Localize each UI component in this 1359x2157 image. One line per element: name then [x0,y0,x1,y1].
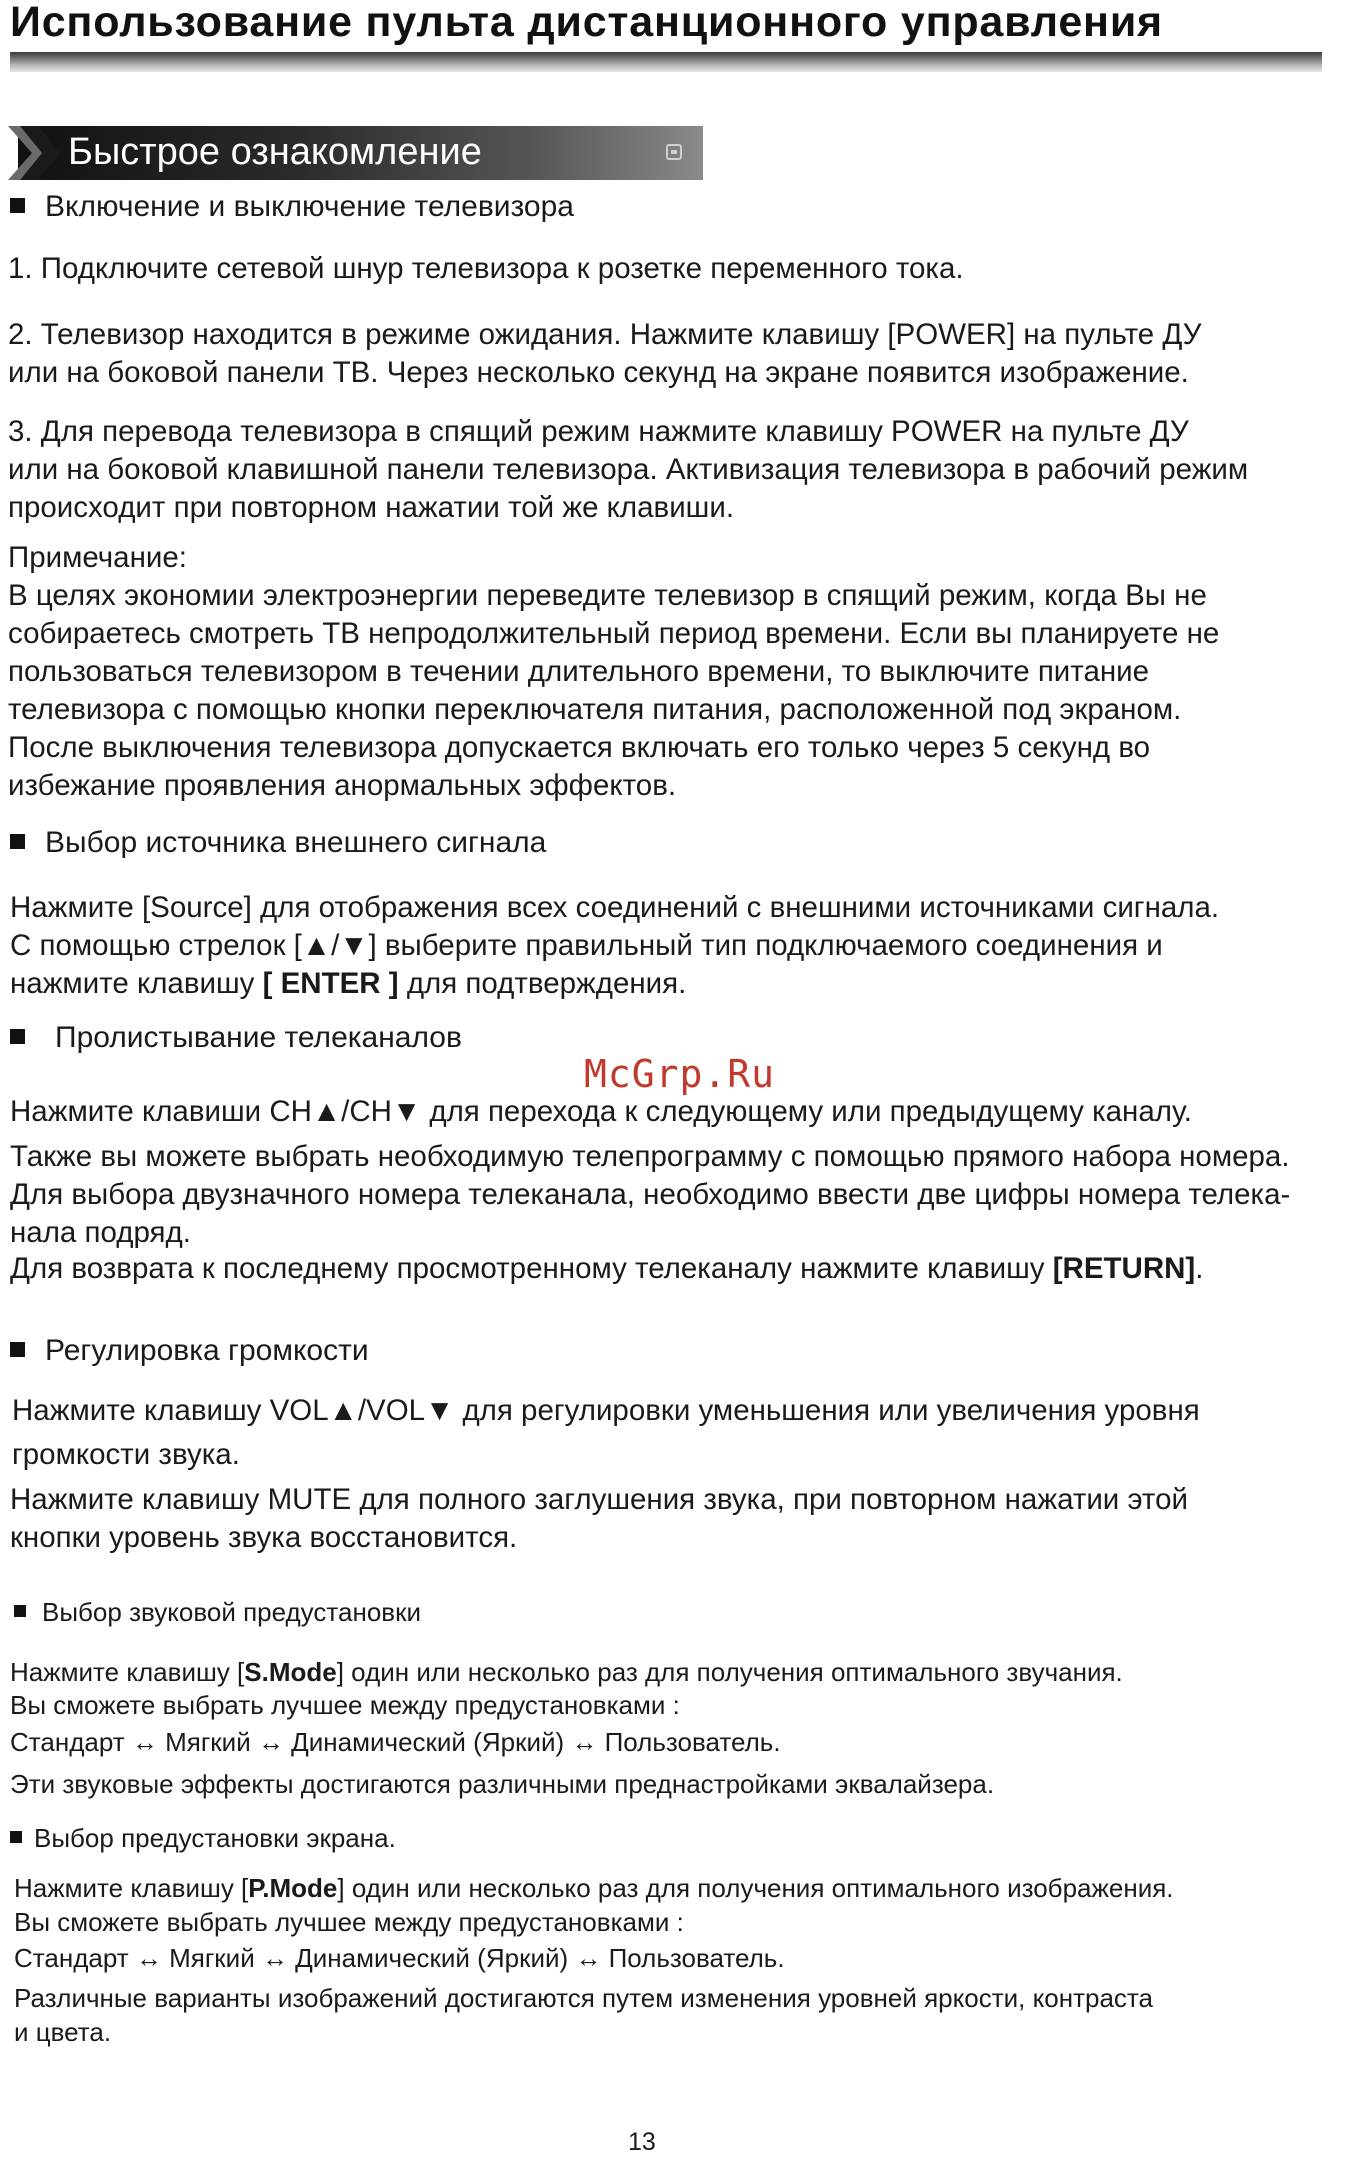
source-line-1: Нажмите [Source] для отображения всех соединений с внешними источниками сигнала. [10,891,1220,924]
power-step-3-line-2: или на боковой клавишной панели телевизора. Активизация телевизора в рабочий режим [8,453,1249,486]
pmode-key-label: P.Mode [248,1873,338,1903]
return-key-label: [RETURN] [1052,1252,1196,1285]
header-rule [10,52,1322,72]
heading-volume [10,1334,369,1368]
channels-line-3: Для выбора двузначного номера телеканала, необходимо ввести две цифры номера телека- [10,1178,1291,1211]
page-number: 13 [628,2128,656,2156]
heading-channels-text: Пролистывание телеканалов [55,1021,462,1054]
power-step-2-line-1: 2. Телевизор находится в режиме ожидания. Нажмите клавишу [POWER] на пульте ДУ [8,318,1202,351]
volume-line-2: громкости звука. [12,1438,240,1471]
ch-keys-label: CH▲/CH▼ [269,1095,422,1128]
chevron-right-icon [8,126,60,180]
heading-power [10,190,574,224]
picture-line-1 [14,1871,1174,1905]
sound-line-1-start: Нажмите клавишу [ [10,1657,245,1687]
heading-power-text: Включение и выключение телевизора [45,190,574,223]
channels-line-5-start: Для возврата к последнему просмотренному телеканалу нажмите клавишу [10,1252,1053,1285]
source-line-2-start: С помощью стрелок [ [10,929,302,962]
volume-line-1-end: для регулировки уменьшения или увеличения уровня [454,1394,1200,1427]
channels-line-1-end: для перехода к следующему или предыдущему каналу. [421,1095,1192,1128]
page-title: Использование пульта дистанционного управления [10,0,1163,46]
bullet-square-icon [10,1342,25,1357]
note-line-4: телевизора с помощью кнопки переключателя питания, расположенной под экраном. [8,693,1182,726]
note-line-6: избежание проявления анормальных эффектов. [8,769,677,802]
source-line-3-end: для подтверждения. [398,967,687,1000]
heading-picture-preset [10,1823,396,1854]
sound-line-3: Стандарт ↔ Мягкий ↔ Динамический (Яркий) ↔ Пользователь. [10,1727,781,1757]
bullet-square-icon [10,1831,22,1843]
arrow-keys-label: ▲/▼ [301,929,369,962]
sound-line-2: Вы сможете выбрать лучшее между предустановками : [10,1690,680,1720]
picture-line-2: Вы сможете выбрать лучшее между предустановками : [14,1907,684,1937]
note-line-2: собираетесь смотреть ТВ непродолжительный период времени. Если вы планируете не [8,617,1220,650]
source-line-3 [10,965,686,1003]
picture-line-3: Стандарт ↔ Мягкий ↔ Динамический (Яркий) ↔ Пользователь. [14,1943,785,1973]
vol-keys-label: VOL▲/VOL▼ [269,1394,455,1427]
source-line-2-end: ] выберите правильный тип подключаемого соединения и [368,929,1163,962]
sound-line-1 [10,1655,1123,1689]
power-step-3-line-1: 3. Для перевода телевизора в спящий режим нажмите клавишу POWER на пульте ДУ [8,415,1189,448]
channels-line-1-start: Нажмите клавиши [10,1095,270,1128]
sound-line-1-end: ] один или несколько раз для получения оптимального звучания. [336,1657,1123,1687]
volume-line-3: Нажмите клавишу MUTE для полного заглушения звука, при повторном нажатии этой [10,1483,1188,1516]
sound-line-4: Эти звуковые эффекты достигаются различными преднастройками эквалайзера. [10,1769,995,1799]
volume-line-1 [12,1392,1200,1430]
bullet-square-icon [14,1605,26,1617]
channels-line-2: Также вы можете выбрать необходимую телепрограмму с помощью прямого набора номера. [10,1140,1290,1173]
bullet-square-icon [10,1029,25,1044]
source-line-2 [10,927,1163,965]
picture-line-4: Различные варианты изображений достигаются путем изменения уровней яркости, контраста [14,1983,1154,2013]
watermark: McGrp.Ru [584,1052,776,1096]
channels-line-5-end: . [1195,1252,1204,1285]
enter-key-label: [ ENTER ] [262,967,399,1000]
window-icon [666,144,682,160]
note-line-5: После выключения телевизора допускается включать его только через 5 секунд во [8,731,1151,764]
heading-sound-preset-text: Выбор звуковой предустановки [42,1597,421,1627]
power-step-2-line-2: или на боковой панели ТВ. Через несколько секунд на экране появится изображение. [8,356,1189,389]
bullet-square-icon [10,834,25,849]
power-step-3-line-3: происходит при повторном нажатии той же клавиши. [8,491,735,524]
heading-volume-text: Регулировка громкости [45,1334,369,1367]
picture-line-1-start: Нажмите клавишу [ [14,1873,249,1903]
section-banner [8,126,703,180]
channels-line-1 [10,1093,1192,1131]
heading-channels [10,1021,462,1055]
picture-line-1-end: ] один или несколько раз для получения оптимального изображения. [337,1873,1174,1903]
volume-line-4: кнопки уровень звука восстановится. [10,1521,518,1554]
source-line-3-start: нажмите клавишу [10,967,263,1000]
heading-sound-preset [14,1597,421,1628]
heading-source [10,826,546,860]
picture-line-5: и цвета. [14,2017,112,2047]
power-step-1: 1. Подключите сетевой шнур телевизора к розетке переменного тока. [8,252,964,285]
banner-title: Быстрое ознакомление [68,131,482,173]
heading-picture-preset-text: Выбор предустановки экрана. [34,1823,396,1853]
channels-line-4: нала подряд. [10,1216,191,1249]
note-line-3: пользоваться телевизором в течении длительного времени, то выключите питание [8,655,1150,688]
bullet-square-icon [10,198,25,213]
volume-line-1-start: Нажмите клавишу [12,1394,270,1427]
note-line-1: В целях экономии электроэнергии переведите телевизор в спящий режим, когда Вы не [8,579,1207,612]
heading-source-text: Выбор источника внешнего сигнала [45,826,547,859]
smode-key-label: S.Mode [244,1657,337,1687]
channels-line-5 [10,1250,1203,1288]
note-label: Примечание: [8,541,187,574]
